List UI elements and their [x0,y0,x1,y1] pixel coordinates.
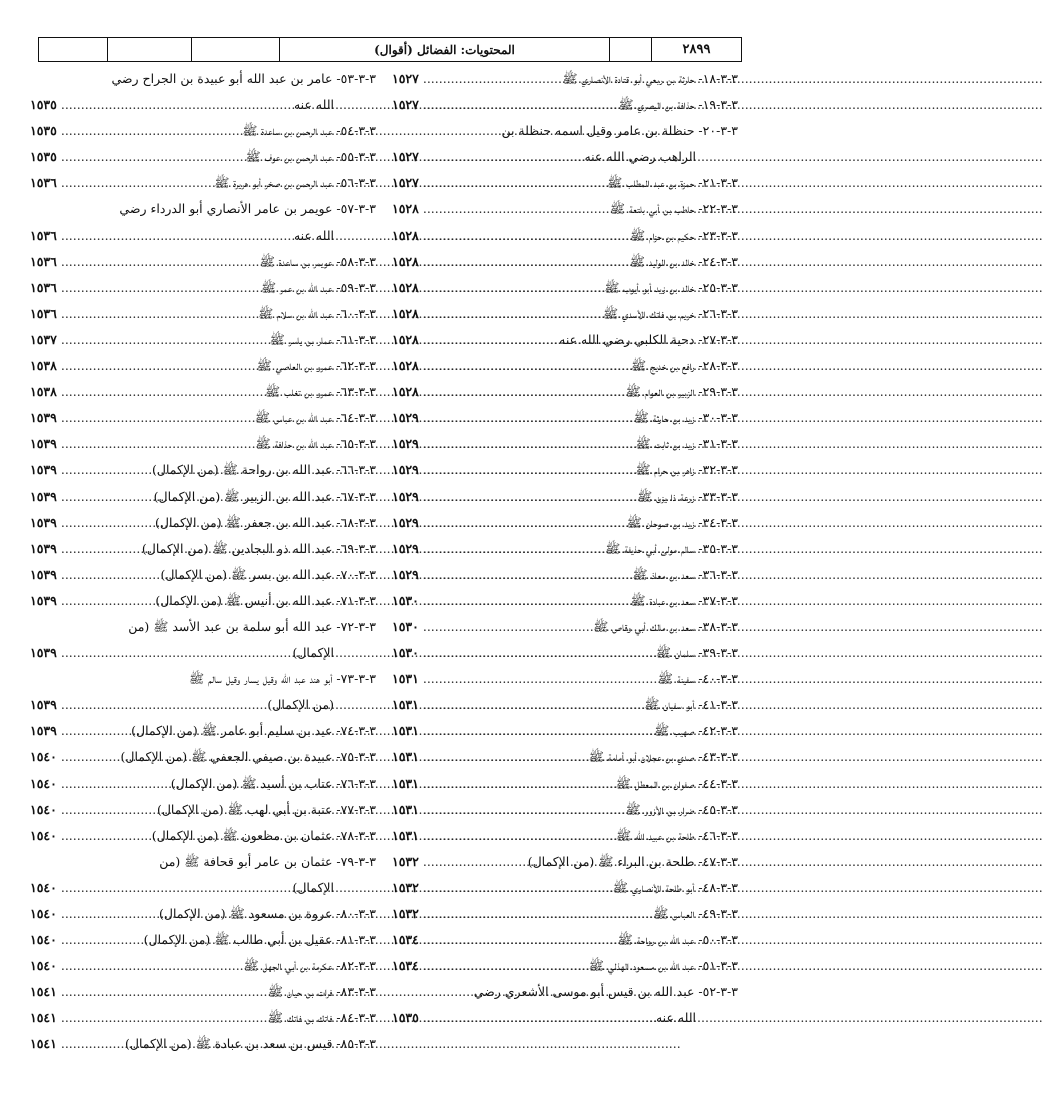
toc-page-number: ١٥٣٥ [30,97,57,113]
dot-leader [61,431,254,457]
toc-entry[interactable] [30,562,376,588]
toc-entry-title: ٣-٣-٧٦- عتاب بن أسيد ﷺ (من الإكمال) [170,775,376,791]
dot-leader [61,771,169,797]
toc-page-number: ١٥٢٨ [392,279,419,295]
toc-entry-title: ٣-٣-٢٠- حنظلة بن عامر وقيل اسمه حنظلة بن [501,123,738,139]
toc-page-number: ١٥٣٥ [30,149,57,165]
toc-page-number: ١٥٣٤ [392,932,419,948]
toc-entry-title: ٣-٣-٤٣- صدي بن عجلان أبو أمامة ﷺ [588,749,738,765]
header-cell-empty [39,38,107,61]
toc-page-number: ١٥٢٩ [392,462,419,478]
toc-entry-title: ٣-٣-٢٩- الزبير بن العوام ﷺ [625,384,738,400]
toc-entry-title: ٣-٣-٤٢- صهيب ﷺ [654,723,738,739]
toc-page-number: ١٥٢٩ [392,514,419,530]
toc-page-number: ١٥٣٩ [30,436,57,452]
toc-page-number: ١٥٣٠ [392,618,419,634]
toc-entry[interactable] [30,901,376,927]
toc-entry-title: ٣-٣-٢٣- حكيم بن حزام ﷺ [630,227,738,243]
toc-entry-title: ٣-٣-٦٠- عبد الله بن سلام ﷺ [258,305,376,321]
toc-page-number: ١٥٤٠ [30,958,57,974]
toc-entry-title: ٣-٣-٣٤- زيد بن صوحان ﷺ [626,514,738,530]
toc-entry[interactable] [30,327,376,353]
toc-page-number: ١٥٣٤ [392,958,419,974]
toc-page-number: ١٥٢٩ [392,566,419,582]
toc-entry[interactable] [30,118,376,144]
toc-page-number: ١٥٢٨ [392,227,419,243]
dot-leader [61,1005,266,1031]
toc-entry[interactable] [392,196,738,222]
page-header [38,37,742,62]
dot-leader [61,379,263,405]
toc-column-left [30,66,376,1058]
toc-entry-title: ٣-٣-٥١- عبد الله بن مسعود الهذلي ﷺ [588,958,738,974]
toc-entry-title: ٣-٣-٥٢- عبد الله بن قيس أبو موسى الأشعري رضي [473,984,738,1000]
dot-leader [61,144,244,170]
toc-entry-title: ٣-٣-٧٢- عبد الله أبو سلمة بن عبد الأسد ﷺ (من [128,618,376,634]
dot-leader [61,275,259,301]
dot-leader [423,66,560,92]
toc-entry-title: ٣-٣-٥٨- عويمر بن ساعدة ﷺ [259,253,376,269]
dot-leader [61,170,212,196]
toc-entry-title: ٣-٣-٦١- عمار بن ياسر ﷺ [269,331,376,347]
dot-leader [423,196,608,222]
dot-leader [61,875,291,901]
dot-leader [61,249,258,275]
dot-leader [61,979,266,1005]
toc-entry[interactable] [30,1031,376,1057]
toc-entry[interactable] [392,849,738,875]
toc-page-number: ١٥٣٧ [30,331,57,347]
toc-page-number: ١٥٣٩ [30,592,57,608]
toc-page-number: ١٥٣٦ [30,227,57,243]
toc-entry-title: ٣-٣-٣٠- زيد بن حارثة ﷺ [633,410,738,426]
toc-page-number: ١٥٢٨ [392,384,419,400]
toc-entry-title: ٣-٣-٧٣- أبو هند عبد الله وقيل يسار وقيل سالم ﷺ [188,671,376,687]
toc-entry-title: ٣-٣-٧١- عبد الله بن أنيس ﷺ (من الإكمال) [155,592,376,608]
dot-leader [61,92,292,118]
toc-page-number: ١٥٣١ [392,775,419,791]
page-number: ٢٨٩٩ [651,38,741,61]
toc-entry[interactable] [30,144,376,170]
toc-page-number: ١٥٣١ [392,801,419,817]
dot-leader [61,823,150,849]
toc-page-number: ١٥٣٦ [30,175,57,191]
dot-leader [61,1031,123,1057]
toc-entry-title: ٣-٣-٧٩- عثمان بن عامر أبو قحافة ﷺ (من [159,853,376,869]
dot-leader [61,588,153,614]
dot-leader [423,849,526,875]
toc-page-number: ١٥٣٥ [392,1010,419,1026]
toc-page-number: ١٥٢٨ [392,358,419,374]
toc-page-number: ١٥٣٦ [30,253,57,269]
toc-entry-title: ٣-٣-٨١- عقيل بن أبي طالب ﷺ (من الإكمال) [143,932,376,948]
dot-leader [61,562,159,588]
toc-entry[interactable] [30,510,376,536]
toc-entry[interactable] [30,927,376,953]
dot-leader [61,718,129,744]
toc-entry-title: ٣-٣-٦٧- عبد الله بن الزبير ﷺ (من الإكمال) [153,488,376,504]
toc-entry-title: ٣-٣-٦٨- عبد الله بن جعفر ﷺ (من الإكمال) [154,514,376,530]
toc-page-number: ١٥٣١ [392,749,419,765]
toc-page-number: ١٥٣٨ [30,358,57,374]
toc-entry-title: ٣-٣-٤٧- طلحة بن البراء ﷺ (من الإكمال) [527,853,738,869]
toc-page-number: ١٥٤٠ [30,932,57,948]
dot-leader [423,666,656,692]
toc-entry[interactable] [30,1005,376,1031]
toc-entry-continuation: (من الإكمال) [267,697,334,713]
toc-entry-title: ٣-٣-٣٥- سالم مولى أبي حذيفة ﷺ [605,540,738,556]
toc-page-number: ١٥٤١ [30,984,57,1000]
toc-entry-title: ٣-٣-٦٩- عبد الله ذو البجادين ﷺ (من الإكمال) [141,540,376,556]
toc-page-number: ١٥٤٠ [30,827,57,843]
toc-entry[interactable] [30,457,376,483]
toc-entry-title: ٣-٣-٤٨- أبو طلحة الأنصاري ﷺ [612,879,738,895]
toc-page-number: ١٥٢٨ [392,331,419,347]
toc-entry-title: ٣-٣-٣١- زيد بن ثابت ﷺ [635,436,738,452]
toc-entry-title: ٣-٣-٣٧- سعد بن عبادة ﷺ [630,592,738,608]
toc-entry-title: ٣-٣-٤٩- العباس ﷺ [653,906,738,921]
toc-entry-title: ٣-٣-٧٧- عتبة بن أبي لهب ﷺ (من الإكمال) [156,801,376,817]
toc-page-number: ١٥٢٨ [392,201,419,217]
toc-entry[interactable] [30,353,376,379]
toc-entry-continuation: الله عنه [655,1010,696,1026]
toc-entry-title: ٣-٣-٧٥- عبيدة بن صيفي الجعفي ﷺ (من الإكمال) [120,749,376,765]
toc-entry[interactable] [30,484,376,510]
dot-leader [61,510,153,536]
toc-page-number: ١٥٤١ [30,1036,57,1052]
toc-entry-continuation: الإكمال) [292,645,334,661]
dot-leader [61,457,150,483]
toc-entry[interactable] [30,953,376,979]
toc-entry-title: ٣-٣-٧٠- عبد الله بن بسر ﷺ (من الإكمال) [160,566,376,582]
toc-page-number: ١٥٣٩ [30,645,57,661]
toc-entry-title: ٣-٣-٧٤- عيد بن سليم أبو عامر ﷺ (من الإكمال) [131,723,376,739]
toc-entry[interactable] [30,588,376,614]
toc-entry-title: ٣-٣-٦٣- عمرو بن تغلب ﷺ [265,384,376,400]
toc-entry-title: ٣-٣-٧٨- عثمان بن مظعون ﷺ (من الإكمال) [151,827,376,843]
toc-page-number: ١٥٣٩ [30,410,57,426]
toc-entry-title: ٣-٣-٨٥- قيس بن سعد بن عبادة ﷺ (من الإكمال) [125,1036,376,1052]
toc-entry-title: ٣-٣-٥٧- عويمر بن عامر الأنصاري أبو الدرداء رضي [119,201,376,217]
toc-entry-title: ٣-٣-٥٩- عبد الله بن عمر ﷺ [260,279,376,295]
toc-entry-title: ٣-٣-٤٠- سفينة ﷺ [657,671,738,687]
toc-page-number: ١٥٣٨ [30,384,57,400]
toc-page-number: ١٥٣٢ [392,879,419,895]
toc-entry[interactable] [30,823,376,849]
toc-entry-title: ٣-٣-٦٥- عبد الله بن حذافة ﷺ [255,436,376,452]
toc-entry-title: ٣-٣-٨٣- فرات بن حيان ﷺ [267,984,376,1000]
toc-entry-title: ٣-٣-٤٤- صفوان بن المعطل ﷺ [615,775,738,791]
toc-page-number: ١٥٣٩ [30,514,57,530]
toc-page-number: ١٥٣٩ [30,697,57,713]
toc-entry[interactable] [30,718,376,744]
toc-page-number: ١٥٣٩ [30,462,57,478]
toc-entry-title: ٣-٣-٦٢- عمرو بن العاصي ﷺ [256,358,376,374]
toc-page-number: ١٥٣٩ [30,488,57,504]
toc-page-number: ١٥٤٠ [30,879,57,895]
toc-page-number: ١٥٣٦ [30,305,57,321]
dot-leader [61,301,256,327]
toc-entry[interactable] [392,614,738,640]
toc-page-number: ١٥٢٨ [392,253,419,269]
toc-entry-title: ٣-٣-٢٥- خالد بن زيد أبو أيوب ﷺ [604,279,738,295]
toc-entry[interactable] [30,301,376,327]
toc-page-number: ١٥٣٥ [30,123,57,139]
toc-page-number: ١٥٢٨ [392,305,419,321]
toc-entry[interactable] [392,666,738,692]
dot-leader [61,953,242,979]
toc-entry[interactable] [392,66,738,92]
toc-entry-title: ٣-٣-٣٩- سلمان ﷺ [655,645,738,661]
toc-page-number: ١٥٣١ [392,827,419,843]
toc-page-number: ١٥٢٩ [392,436,419,452]
dot-leader [61,640,291,666]
toc-entry-continuation: الإكمال) [292,879,334,895]
dot-leader [61,223,292,249]
toc-entry-title: ٣-٣-٨٤- فاتك بن فاتك ﷺ [267,1010,376,1026]
toc-entry[interactable] [30,405,376,431]
toc-page-number: ١٥٤٠ [30,749,57,765]
toc-page-number: ١٥٢٩ [392,488,419,504]
dot-leader [61,327,268,353]
toc-page-number: ١٥٣٩ [30,540,57,556]
toc-page-number: ١٥٤٠ [30,801,57,817]
toc-entry-title: ٣-٣-١٩- حذافة بن اليصري ﷺ [618,97,738,113]
toc-page-number: ١٥٢٧ [392,149,419,165]
toc-entry[interactable] [30,379,376,405]
toc-page-number: ١٥٢٧ [392,97,419,113]
dot-leader [61,405,253,431]
toc-page-number: ١٥٤٠ [30,775,57,791]
toc-entry[interactable] [30,771,376,797]
toc-entry-title: ٣-٣-٣٣- زرعة ذا يزن ﷺ [637,488,738,504]
toc-entry-title: ٣-٣-٢٦- خريم بن فاتك الأسدي ﷺ [602,305,738,321]
toc-page-number: ١٥٣١ [392,723,419,739]
dot-leader [61,692,266,718]
dot-leader [61,484,152,510]
toc-entry[interactable] [30,536,376,562]
toc-entry-title: ٣-٣-٥٠- عبد الله بن رواحة ﷺ [617,932,738,948]
toc-page-number: ١٥٢٩ [392,540,419,556]
toc-page-number: ١٥٢٧ [392,175,419,191]
toc-entry-title: ٣-٣-٦٦- عبد الله بن رواحة ﷺ (من الإكمال) [152,462,376,478]
dot-leader [61,353,255,379]
toc-entry-title: ٣-٣-٢٧- دحية الكلبي رضي الله عنه [559,331,738,347]
toc-entry-title: ٣-٣-٨٢- عكرمة بن أبي الجهل ﷺ [243,958,376,974]
header-cell-empty [191,38,279,61]
toc-page-number: ١٥٢٧ [392,71,419,86]
toc-entry[interactable] [30,614,376,666]
toc-entry-title: ٣-٣-٥٤- عبد الرحمن بن ساعدة ﷺ [242,123,376,139]
toc-entry-continuation: الله عنه [293,97,334,113]
toc-entry-title: ٣-٣-٣٨- سعد بن مالك أبي وقاص ﷺ [593,618,738,634]
toc-entry-continuation: الله عنه [293,227,334,243]
toc-entry[interactable] [30,66,376,118]
toc-entry[interactable] [30,431,376,457]
toc-page-number: ١٥٣٢ [392,906,419,921]
toc-entry-title: ٣-٣-٢٨- رافع بن خديج ﷺ [631,358,738,374]
toc-page-number: ١٥٣٢ [392,853,419,869]
toc-entry-title: ٣-٣-٢٢- حاطب بن أبي بلتعة ﷺ [609,201,738,217]
dot-leader [61,118,240,144]
dot-leader [61,744,119,770]
toc-entry-continuation: الراهب رضي الله عنه [584,149,696,165]
toc-entry-title: ٣-٣-٢٤- خالد بن الوليد ﷺ [629,253,738,269]
toc-page-number: ١٥٣٠ [392,645,419,661]
toc-entry-title: ٣-٣-٣٢- زاهر بن حرام ﷺ [635,462,738,478]
toc-entry-title: ٣-٣-٦٤- عبد الله بن عباس ﷺ [254,410,376,426]
toc-entry-title: ٣-٣-١٨- حارثة بن ربعي أبو قتادة الأنصاري ﷺ [562,71,738,86]
toc-entry-title: ٣-٣-٤٥- ضرار بن الأزور ﷺ [625,801,738,817]
dot-leader [423,614,591,640]
toc-entry-title: ٣-٣-٣٦- سعد بن معاذ ﷺ [632,566,738,582]
header-cell-empty [609,38,651,61]
toc-entry[interactable] [30,979,376,1005]
toc-entry[interactable] [30,797,376,823]
toc-entry-title: ٣-٣-٨٠- عروة بن مسعود ﷺ (من الإكمال) [159,906,376,921]
toc-entry-title: ٣-٣-٢١- حمزة بن عبد المطلب ﷺ [607,175,738,191]
toc-page-number: ١٥٤٠ [30,906,57,921]
toc-page-number: ١٥٣١ [392,697,419,713]
dot-leader [61,797,155,823]
toc-page-number: ١٥٢٩ [392,410,419,426]
toc-entry-title: ٣-٣-٥٣- عامر بن عبد الله أبو عبيدة بن الجراح رضي [111,71,376,86]
toc-entry-title: ٣-٣-٤٦- طلحة بن عبيد الله ﷺ [615,827,738,843]
dot-leader [61,901,157,927]
toc-entry[interactable] [30,849,376,901]
toc-entry-title: ٣-٣-٥٥- عبد الرحمن بن عوف ﷺ [245,149,376,165]
header-cell-empty [107,38,191,61]
toc-entry[interactable] [30,196,376,248]
toc-page-number: ١٥٣٩ [30,723,57,739]
toc-page-number: ١٥٣١ [392,671,419,687]
toc-page-number: ١٥٣٠ [392,592,419,608]
dot-leader [61,927,142,953]
toc-entry-title: ٣-٣-٤١- أبو سفيان ﷺ [644,697,738,713]
toc-entry-title: ٣-٣-٥٦- عبد الرحمن بن صخر أبو هريرة ﷺ [214,175,376,191]
toc-entry[interactable] [30,275,376,301]
page-title: المحتويات: الفضائل (أقوال) [279,38,609,61]
toc-entry[interactable] [30,666,376,718]
toc-entry[interactable] [30,249,376,275]
toc-entry[interactable] [30,744,376,770]
toc-page-number: ١٥٣٦ [30,279,57,295]
toc-page-number: ١٥٣٩ [30,566,57,582]
toc-page-number: ١٥٤١ [30,1010,57,1026]
dot-leader [61,536,140,562]
toc-entry[interactable] [30,170,376,196]
